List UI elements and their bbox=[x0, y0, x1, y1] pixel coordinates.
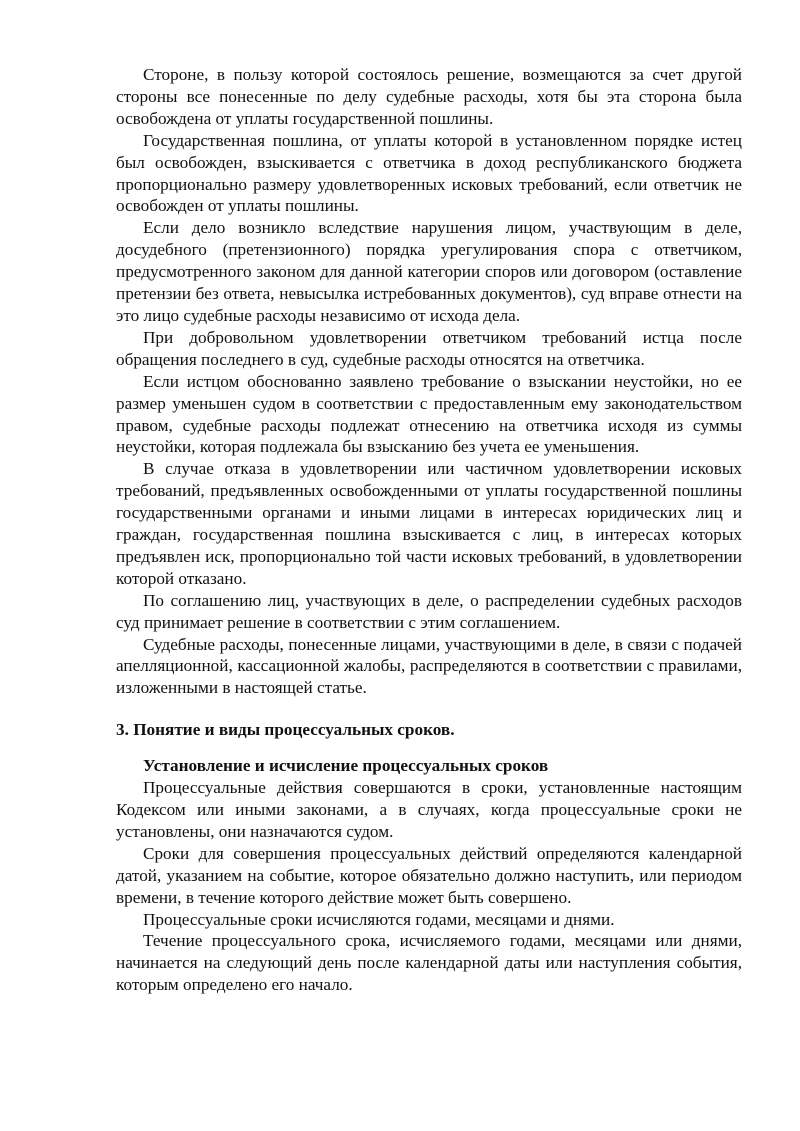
subheading: Установление и исчисление процессуальных сроков bbox=[143, 756, 549, 776]
paragraph: По соглашению лиц, участвующих в деле, о распределении судебных расходов суд принимает решение в соответствии с этим соглашением. bbox=[116, 590, 742, 632]
paragraph: Процессуальные сроки исчисляются годами, месяцами и днями. bbox=[143, 909, 615, 929]
paragraph: Течение процессуального срока, исчисляемого годами, месяцами или днями, начинается на следующий день после календарной даты или наступления события, которым определено его начало. bbox=[116, 931, 742, 995]
paragraph: Процессуальные действия совершаются в сроки, установленные настоящим Кодексом или иными законами, а в случаях, когда процессуальные сроки не установлены, они назначаются судом. bbox=[116, 778, 742, 841]
paragraph: При добровольном удовлетворении ответчиком требований истца после обращения последнего в суд, судебные расходы относятся на ответчика. bbox=[116, 327, 742, 369]
paragraph: Если истцом обоснованно заявлено требование о взыскании неустойки, но ее размер уменьшен судом в соответствии с предоставленным ему законодательством правом, судебные расходы подлежат отнесению на ответчика исходя из суммы неустойки, которая подлежала бы взысканию без учета ее уменьшения. bbox=[116, 371, 742, 457]
paragraph: Государственная пошлина, от уплаты которой в установленном порядке истец был освобожден, взыскивается с ответчика в доход республиканского бюджета пропорционально размеру удовлетворенных исковых требований, если ответчик не освобожден от уплаты пошлины. bbox=[116, 130, 742, 216]
paragraph: Судебные расходы, понесенные лицами, участвующими в деле, в связи с подачей апелляционной, кассационной жалобы, распределяются в соответствии с правилами, изложенными в настоящей статье. bbox=[116, 634, 742, 698]
document-page bbox=[116, 64, 742, 996]
paragraph: Сроки для совершения процессуальных действий определяются календарной датой, указанием на событие, которое обязательно должно наступить, или периодом времени, в течение которого действие может быть совершено. bbox=[116, 843, 742, 907]
paragraph: В случае отказа в удовлетворении или частичном удовлетворении исковых требований, предъявленных освобожденными от уплаты государственной пошлины государственными органами и иными лицами в интересах юридических лиц и граждан, государственная пошлина взыскивается с лиц, в интересах которых предъявлен иск, пропорционально той части исковых требований, в удовлетворении которой отказано. bbox=[116, 459, 742, 588]
section-heading: 3. Понятие и виды процессуальных сроков. bbox=[116, 720, 455, 740]
paragraph: Если дело возникло вследствие нарушения лицом, участвующим в деле, досудебного (претензионного) порядка урегулирования спора с ответчиком, предусмотренного законом для данной категории споров или договором (оставление претензии без ответа, невысылка истребованных документов), суд вправе отнести на это лицо судебные расходы независимо от исхода дела. bbox=[116, 218, 742, 325]
paragraph: Стороне, в пользу которой состоялось решение, возмещаются за счет другой стороны все понесенные по делу судебные расходы, хотя бы эта сторона была освобождена от уплаты государственной пошлины. bbox=[116, 65, 742, 128]
